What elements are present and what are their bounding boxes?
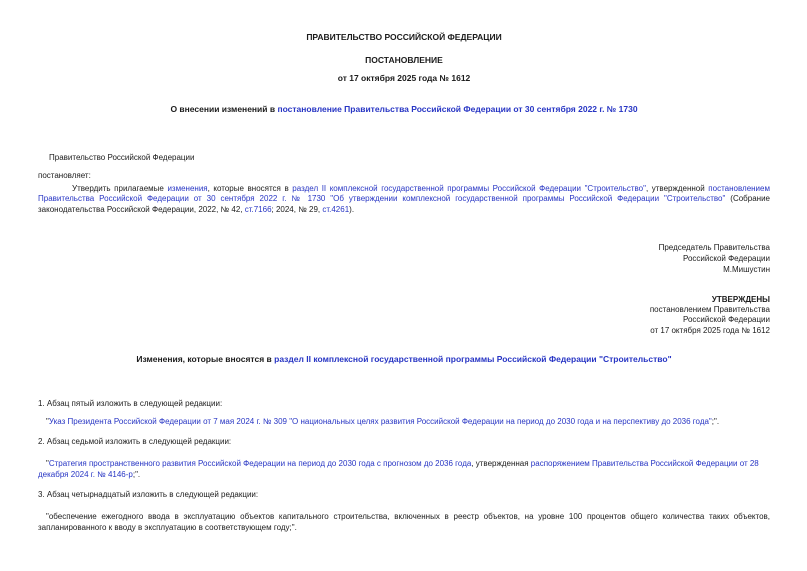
signature-post: Председатель Правительства [658, 243, 770, 253]
doc-link[interactable]: постановление Правительства Российской Федерации от 30 сентября 2022 г. № 1730 [277, 104, 638, 115]
amendment-item-label: 3. Абзац четырнадцатый изложить в следующей редакции: [38, 490, 259, 500]
text-segment: ). [349, 204, 355, 214]
amendment-item-label: 1. Абзац пятый изложить в следующей редакции: [38, 399, 223, 409]
doc-link[interactable]: постановлением Правительства Российской Федерации от 30 сентября 2022 г. № 1730 "Об утверждении комплексной государственной программы Российской Федерации "Строительство" [38, 183, 770, 204]
doc-link[interactable]: ст.4261 [322, 204, 350, 214]
doc-link[interactable]: раздел II комплексной государственной программы Российской Федерации "Строительство" [274, 354, 672, 365]
doc-link[interactable]: Указ Президента Российской Федерации от 7 мая 2024 г. № 309 "О национальных целях развития Российской Федерации на период до 2030 года и на перспективу до 2036 года" [48, 416, 712, 426]
text-segment: " [46, 459, 49, 469]
signature-org: Российской Федерации [683, 253, 770, 263]
approved-title: УТВЕРЖДЕНЫ [711, 294, 770, 304]
resolves-line: постановляет: [38, 170, 91, 180]
signature-block [38, 243, 770, 275]
text-segment: О внесении изменений в [170, 104, 278, 115]
doc-link[interactable]: изменения [167, 183, 208, 193]
text-segment: ; 2024, № 29, [271, 204, 323, 214]
approved-line: Российской Федерации [683, 315, 770, 325]
text-segment: " [46, 416, 49, 426]
approved-block [38, 295, 770, 337]
amendment-quote [38, 459, 788, 480]
preamble-line: Правительство Российской Федерации [49, 153, 195, 163]
approved-line: от 17 октября 2025 года № 1612 [650, 325, 770, 335]
text-segment: , которые вносятся в [207, 183, 293, 193]
changes-heading [38, 354, 770, 365]
text-segment: ;". [711, 416, 720, 426]
doc-title [38, 104, 770, 115]
text-segment: , утвержденной [645, 183, 709, 193]
text-segment: , утвержденная [471, 459, 531, 469]
text-segment: (Собрание законодательства Российской Федерации, 2022, № 42, [38, 194, 770, 214]
amendment-quote [38, 417, 788, 427]
doc-type: ПОСТАНОВЛЕНИЕ [365, 55, 443, 66]
text-segment: "обеспечение ежегодного ввода в эксплуатацию объектов капитального строительства, включенных в реестр объектов, на уровне 100 процентов общего количества таких объектов, запланированного к вводу в эксплуатацию в соответствующем году;". [38, 512, 770, 532]
text-segment: Изменения, которые вносятся в [136, 354, 275, 365]
doc-date: от 17 октября 2025 года № 1612 [337, 73, 471, 84]
doc-link[interactable]: распоряжением Правительства Российской Федерации от 28 декабря 2024 г. № 4146-р [38, 459, 759, 479]
doc-link[interactable]: ст.7166 [244, 204, 272, 214]
org-name: ПРАВИТЕЛЬСТВО РОССИЙСКОЙ ФЕДЕРАЦИИ [306, 32, 502, 42]
text-segment: ;". [132, 469, 141, 479]
text-segment: Утвердить прилагаемые [72, 183, 168, 193]
approved-line: постановлением Правительства [649, 304, 770, 314]
amendment-quote [38, 512, 770, 533]
doc-link[interactable]: Стратегия пространственного развития Российской Федерации на период до 2030 года с прогнозом до 2036 года [48, 459, 472, 469]
resolution-paragraph [38, 184, 770, 215]
doc-link[interactable]: раздел II комплексной государственной программы Российской Федерации "Строительство" [292, 183, 646, 193]
signature-name: М.Мишустин [723, 264, 770, 274]
amendment-item-label: 2. Абзац седьмой изложить в следующей редакции: [38, 436, 232, 446]
